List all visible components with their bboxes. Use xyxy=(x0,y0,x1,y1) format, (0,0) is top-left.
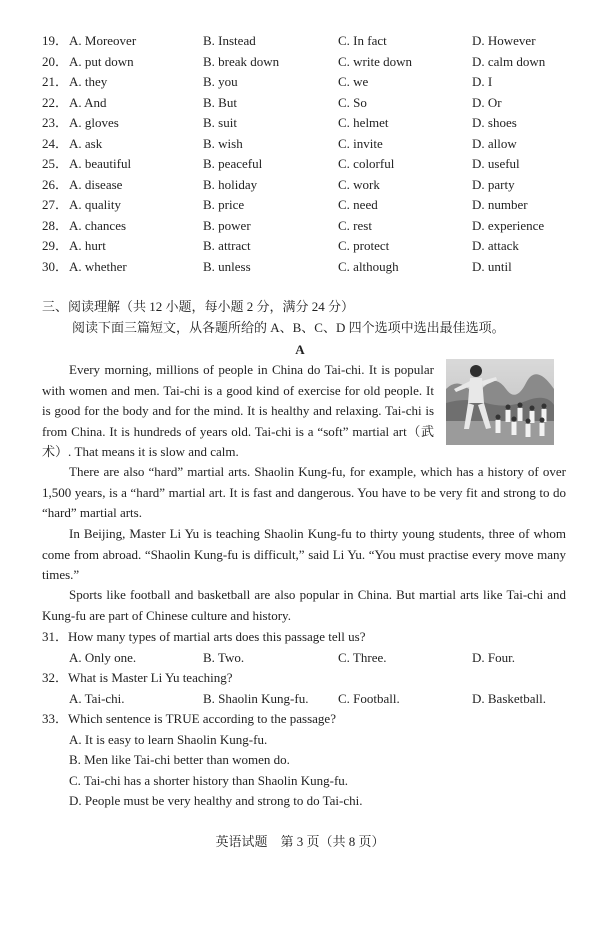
option-b: B. unless xyxy=(203,258,251,274)
question-number: 19． xyxy=(42,33,69,48)
option-d: D. number xyxy=(472,197,528,212)
question-number: 23． xyxy=(42,115,69,130)
option-c: C. rest xyxy=(338,217,372,233)
option-a: A. quality xyxy=(69,197,121,212)
option-c: C. colorful xyxy=(338,156,395,171)
option-c: C. protect xyxy=(338,238,390,253)
passage-paragraph: There are also “hard” martial arts. Shaolin Kung-fu, for example, which has a history of over 1,500 years, is a “hard” martial art. It is fast and dangerous. You have to be very fit and strong to do “hard” martial arts. xyxy=(42,464,566,520)
option-b: B. you xyxy=(203,74,238,89)
passage-paragraph: Every morning, millions of people in China do Tai-chi. It is popular with women and men. Tai-chi is a good kind of exercise for old people. It is good for the body and for the mind. It is healthy and relaxing. Tai-chi is from China. It is hundreds of years old. Tai-chi is a “soft” martial art（武术）. That means it is slow and calm. xyxy=(42,362,434,459)
option-a: A. Only one. xyxy=(69,649,137,665)
option-c: C. Football. xyxy=(338,690,400,706)
option-a: A. disease xyxy=(69,176,123,192)
option-d: D. However xyxy=(472,33,536,48)
option-d: D. shoes xyxy=(472,115,517,130)
option-d: D. party xyxy=(472,176,515,192)
option-c: C. In fact xyxy=(338,33,387,48)
option-d: D. useful xyxy=(472,156,520,171)
option-d: D. Or xyxy=(472,94,502,110)
option-b: B. wish xyxy=(203,135,243,151)
option-c: C. work xyxy=(338,176,380,192)
option-d: D. allow xyxy=(472,135,517,151)
option-d: D. attack xyxy=(472,238,519,253)
question-number: 25． xyxy=(42,156,69,171)
option-b: B. Instead xyxy=(203,33,256,48)
option-c: C. need xyxy=(338,197,378,212)
option-a: A. hurt xyxy=(69,238,106,253)
option-b: B. power xyxy=(203,217,251,233)
option-c: C. Three. xyxy=(338,649,387,665)
option-d: D. until xyxy=(472,258,512,274)
option-d: D. calm down xyxy=(472,53,546,69)
option-c: C. So xyxy=(338,94,367,110)
option-d: D. Four. xyxy=(472,649,515,665)
passage-paragraph: In Beijing, Master Li Yu is teaching Shaolin Kung-fu to thirty young students, three of whom come from abroad. “Shaolin Kung-fu is difficult,” said Li Yu. “You must practise every move many times.” xyxy=(42,526,566,582)
question-number: 28． xyxy=(42,217,69,233)
option-b: B. peaceful xyxy=(203,156,263,171)
option-a: A. Moreover xyxy=(69,33,137,48)
question-number: 22． xyxy=(42,94,69,110)
option-a: A. And xyxy=(69,94,107,110)
option-c: C. write down xyxy=(338,53,413,69)
option-d: D. I xyxy=(472,74,493,89)
question-number: 20． xyxy=(42,53,69,69)
option-b: B. Shaolin Kung-fu. xyxy=(203,690,309,706)
option-c: C. Tai-chi has a shorter history than Shaolin Kung-fu. xyxy=(69,772,349,788)
option-a: A. whether xyxy=(69,258,127,274)
passage-label: A xyxy=(295,342,305,357)
question-number: 24． xyxy=(42,135,69,151)
option-c: C. we xyxy=(338,74,369,89)
option-b: B. But xyxy=(203,94,237,110)
option-c: C. invite xyxy=(338,135,383,151)
option-a: A. chances xyxy=(69,217,127,233)
option-a: A. gloves xyxy=(69,115,119,130)
option-a: A. they xyxy=(69,74,108,89)
option-a: A. ask xyxy=(69,135,103,151)
question-number: 27． xyxy=(42,197,69,212)
page-footer: 英语试题 第 3 页（共 8 页） xyxy=(215,834,385,849)
question-number: 26． xyxy=(42,176,69,192)
section-instructions: 阅读下面三篇短文，从各题所给的 A、B、C、D 四个选项中选出最佳选项。 xyxy=(72,320,505,335)
option-b: B. Two. xyxy=(203,649,245,665)
exam-page: 19． A. Moreover B. Instead C. In fact D. However 20． A. put down B. break down C. write down D. calm down 21． A. they B. you C. we D. I 22． A. And B. But C. So D. Or 23． A. gloves B. suit C. helmet D. shoes 24． A. ask B. wish C. invite D. allow 25． A. beautiful B. peaceful C. colorful D. useful 26． A. disease B. holiday C. work D. party 27． A. quality B. price C. need D. number 28． A. chances B. power C. rest D. experience 29． A. hurt B. attract C. protect D. attack 30． A. whether B. unless C. although D. until 三、阅读理解（共 12 小题，每小题 2 分，满分 24 分） 阅读下面三篇短文，从各题所给的 A、B、C、D 四个选项中选出最佳选项。 A Every morning, millions of people in China do Tai-chi. It is popular with women and men. Tai-chi is a good kind of exercise for old people. It is good for the body and for the mind. It is healthy and relaxing. Tai-chi is from China. It is hundreds of years old. Tai-chi is a “soft” martial art（武术）. That means it is slow and calm. There are also “hard” martial arts. Shaolin Kung-fu, for example, which has a history of over 1,500 years, is a “hard” martial art. It is fast and dangerous. You have to be very fit and strong to do “hard” martial arts. In Beijing, Master Li Yu is teaching Shaolin Kung-fu to thirty young students, three of whom come from abroad. “Shaolin Kung-fu is difficult,” said Li Yu. “You must practise every move many times.” Sports like football and basketball are also popular in China. But martial arts like Tai-chi and Kung-fu are part of Chinese culture and history. 31．How many types of martial arts does this passage tell us? A. Only one. B. Two. C. Three. D. Four. 32．What is Master Li Yu teaching? A. Tai-chi. B. Shaolin Kung-fu. C. Football. D. Basketball. 33．Which sentence is TRUE according to the passage? A. It is easy to learn Shaolin Kung-fu. B. Men like Tai-chi better than women do. C. Tai-chi has a shorter history than Shaolin Kung-fu. D. People must be very healthy and strong to do Tai-chi. 英语试题 第 3 页（共 8 页） xyxy=(0,0,600,929)
option-a: A. Tai-chi. xyxy=(69,690,125,706)
option-a: A. It is easy to learn Shaolin Kung-fu. xyxy=(69,731,268,747)
option-b: B. holiday xyxy=(203,176,258,192)
question-number: 29． xyxy=(42,238,69,253)
option-b: B. Men like Tai-chi better than women do. xyxy=(69,752,290,767)
option-c: C. although xyxy=(338,258,399,274)
tai-chi-photo xyxy=(446,359,554,445)
option-d: D. experience xyxy=(472,217,545,233)
section-title: 三、阅读理解（共 12 小题，每小题 2 分，满分 24 分） xyxy=(42,299,355,314)
option-b: B. suit xyxy=(203,115,237,130)
question-number: 21． xyxy=(42,74,69,89)
option-b: B. price xyxy=(203,197,245,212)
option-b: B. attract xyxy=(203,238,251,253)
option-c: C. helmet xyxy=(338,115,389,130)
option-d: D. People must be very healthy and strong to do Tai-chi. xyxy=(69,793,363,808)
question-number: 30． xyxy=(42,258,69,274)
option-d: D. Basketball. xyxy=(472,690,547,706)
option-b: B. break down xyxy=(203,53,280,69)
passage-paragraph: Sports like football and basketball are also popular in China. But martial arts like Tai-chi and Kung-fu are part of Chinese culture and history. xyxy=(42,587,566,623)
option-a: A. beautiful xyxy=(69,156,132,171)
option-a: A. put down xyxy=(69,53,134,69)
